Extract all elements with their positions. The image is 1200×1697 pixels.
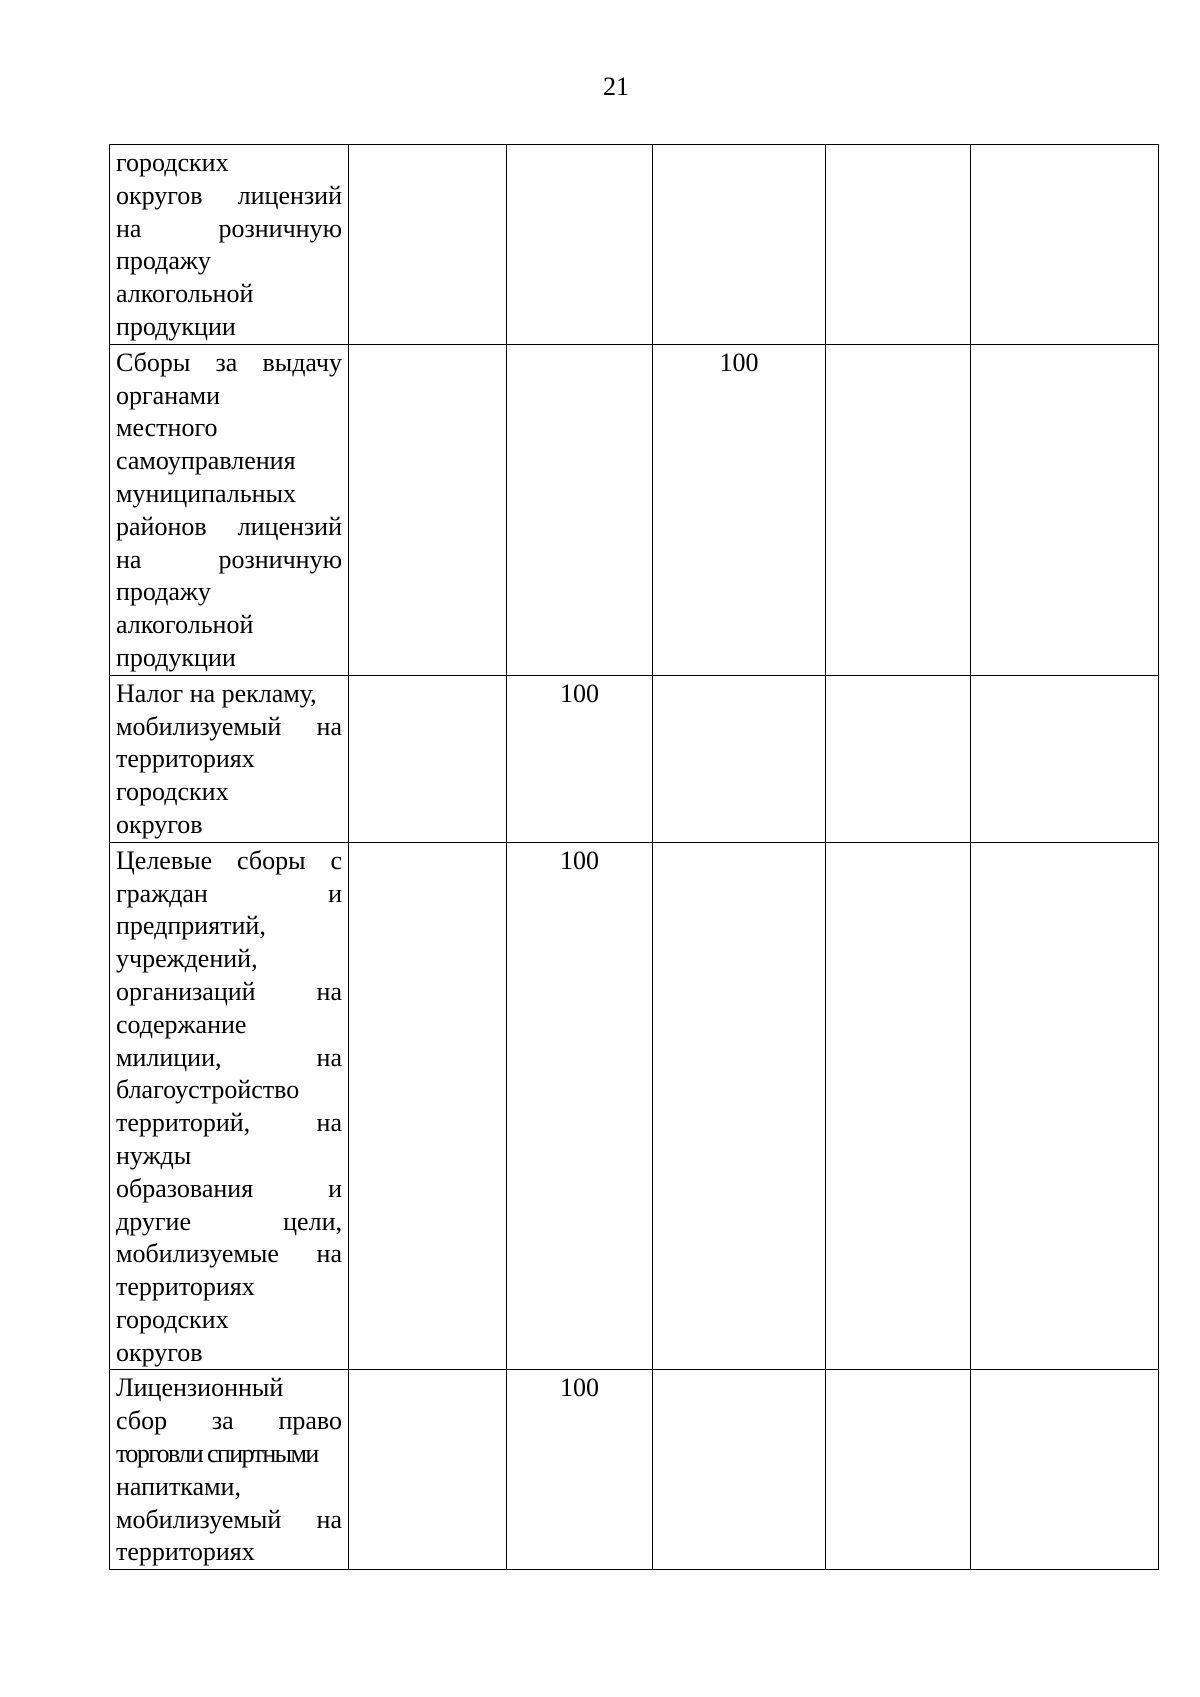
value-text xyxy=(826,1370,970,1372)
page-number: 21 xyxy=(603,72,629,101)
description-line: продажу xyxy=(116,246,211,276)
description-line: органами xyxy=(116,380,221,410)
description-line: городских xyxy=(116,148,229,177)
value-cell xyxy=(507,145,653,345)
value-text xyxy=(653,1370,825,1372)
value-text: 100 xyxy=(560,678,599,708)
value-cell xyxy=(971,842,1159,1370)
description-line: предприятий, xyxy=(116,911,266,941)
value-text xyxy=(349,145,506,147)
description-line: Целевые сборы с xyxy=(116,845,342,875)
description-line: городских xyxy=(116,1304,229,1334)
description-line: нужды xyxy=(116,1140,192,1170)
description-line: сбор за право xyxy=(116,1406,342,1436)
description-line: Лицензионный xyxy=(116,1373,284,1403)
value-cell xyxy=(826,1370,971,1570)
value-text xyxy=(507,345,652,347)
description-line: торговли спиртными xyxy=(116,1439,318,1469)
revenue-distribution-table xyxy=(109,144,1159,1570)
value-cell xyxy=(971,1370,1159,1570)
value-text xyxy=(826,676,970,678)
description-line: районов лицензий xyxy=(116,511,342,541)
value-text xyxy=(971,145,1158,147)
description-line: городских xyxy=(116,777,229,807)
description-cell xyxy=(110,344,349,675)
description-line: организаций на xyxy=(116,976,342,1006)
value-cell xyxy=(349,675,507,842)
description-line: алкогольной xyxy=(116,610,254,640)
description-line: продажу xyxy=(116,577,211,607)
description-line: учреждений, xyxy=(116,944,258,974)
description-line: алкогольной xyxy=(116,279,254,309)
description-cell xyxy=(110,675,349,842)
description-line: содержание xyxy=(116,1009,247,1039)
description-line: продукции xyxy=(116,311,236,341)
description-line: территориях xyxy=(116,744,255,774)
description-line: муниципальных xyxy=(116,478,297,508)
description-line: граждан и xyxy=(116,878,342,908)
value-cell xyxy=(653,675,826,842)
value-text: 100 xyxy=(719,347,759,377)
description-line: напитками, xyxy=(116,1471,241,1501)
value-text xyxy=(826,843,970,845)
description-line: территорий, на xyxy=(116,1108,342,1138)
value-text xyxy=(507,145,652,147)
value-cell xyxy=(349,1370,507,1570)
table-row xyxy=(110,1370,1159,1570)
description-cell xyxy=(110,842,349,1370)
table-row xyxy=(110,675,1159,842)
value-text xyxy=(349,843,506,845)
value-text xyxy=(971,345,1158,347)
value-text xyxy=(653,843,825,845)
value-cell xyxy=(653,344,826,675)
description-line: мобилизуемый на xyxy=(116,1504,342,1534)
description-line: самоуправления xyxy=(116,446,296,476)
description-line: благоустройство xyxy=(116,1075,300,1105)
description-line: продукции xyxy=(116,642,236,672)
value-text xyxy=(349,1370,506,1372)
table-row xyxy=(110,842,1159,1370)
description-cell xyxy=(110,145,349,345)
value-cell xyxy=(653,842,826,1370)
description-cell xyxy=(110,1370,349,1570)
value-text xyxy=(826,345,970,347)
value-cell xyxy=(826,145,971,345)
description-line: округов лицензий xyxy=(116,180,342,210)
value-cell xyxy=(349,145,507,345)
description-line: Налог на рекламу, xyxy=(116,678,317,708)
value-cell xyxy=(653,145,826,345)
value-cell xyxy=(971,145,1159,345)
description-line: мобилизуемый на xyxy=(116,711,342,741)
value-cell xyxy=(826,344,971,675)
value-cell xyxy=(349,344,507,675)
value-cell xyxy=(507,1370,653,1570)
value-text xyxy=(349,676,506,678)
value-text xyxy=(653,676,825,678)
description-line: мобилизуемые на xyxy=(116,1239,342,1269)
value-cell xyxy=(971,675,1159,842)
value-cell xyxy=(507,344,653,675)
description-line: милиции, на xyxy=(116,1042,342,1072)
description-line: округов xyxy=(116,1337,203,1367)
value-cell xyxy=(653,1370,826,1570)
table-row xyxy=(110,145,1159,345)
value-text xyxy=(971,1370,1158,1372)
description-line: образования и xyxy=(116,1173,342,1203)
description-line: территориях xyxy=(116,1537,255,1567)
value-text: 100 xyxy=(560,845,599,875)
value-cell xyxy=(826,675,971,842)
description-line: Сборы за выдачу xyxy=(116,347,342,377)
value-text xyxy=(653,145,825,147)
value-cell xyxy=(507,675,653,842)
description-line: местного xyxy=(116,413,218,443)
value-text: 100 xyxy=(560,1373,599,1403)
value-cell xyxy=(826,842,971,1370)
value-cell xyxy=(349,842,507,1370)
value-cell xyxy=(507,842,653,1370)
description-line: другие цели, xyxy=(116,1206,342,1236)
value-text xyxy=(826,145,970,147)
description-line: округов xyxy=(116,809,203,839)
value-text xyxy=(349,345,506,347)
description-line: территориях xyxy=(116,1272,255,1302)
value-cell xyxy=(971,344,1159,675)
table-row xyxy=(110,344,1159,675)
description-line: на розничную xyxy=(116,544,342,574)
description-line: на розничную xyxy=(116,213,342,243)
value-text xyxy=(971,843,1158,845)
value-text xyxy=(971,676,1158,678)
